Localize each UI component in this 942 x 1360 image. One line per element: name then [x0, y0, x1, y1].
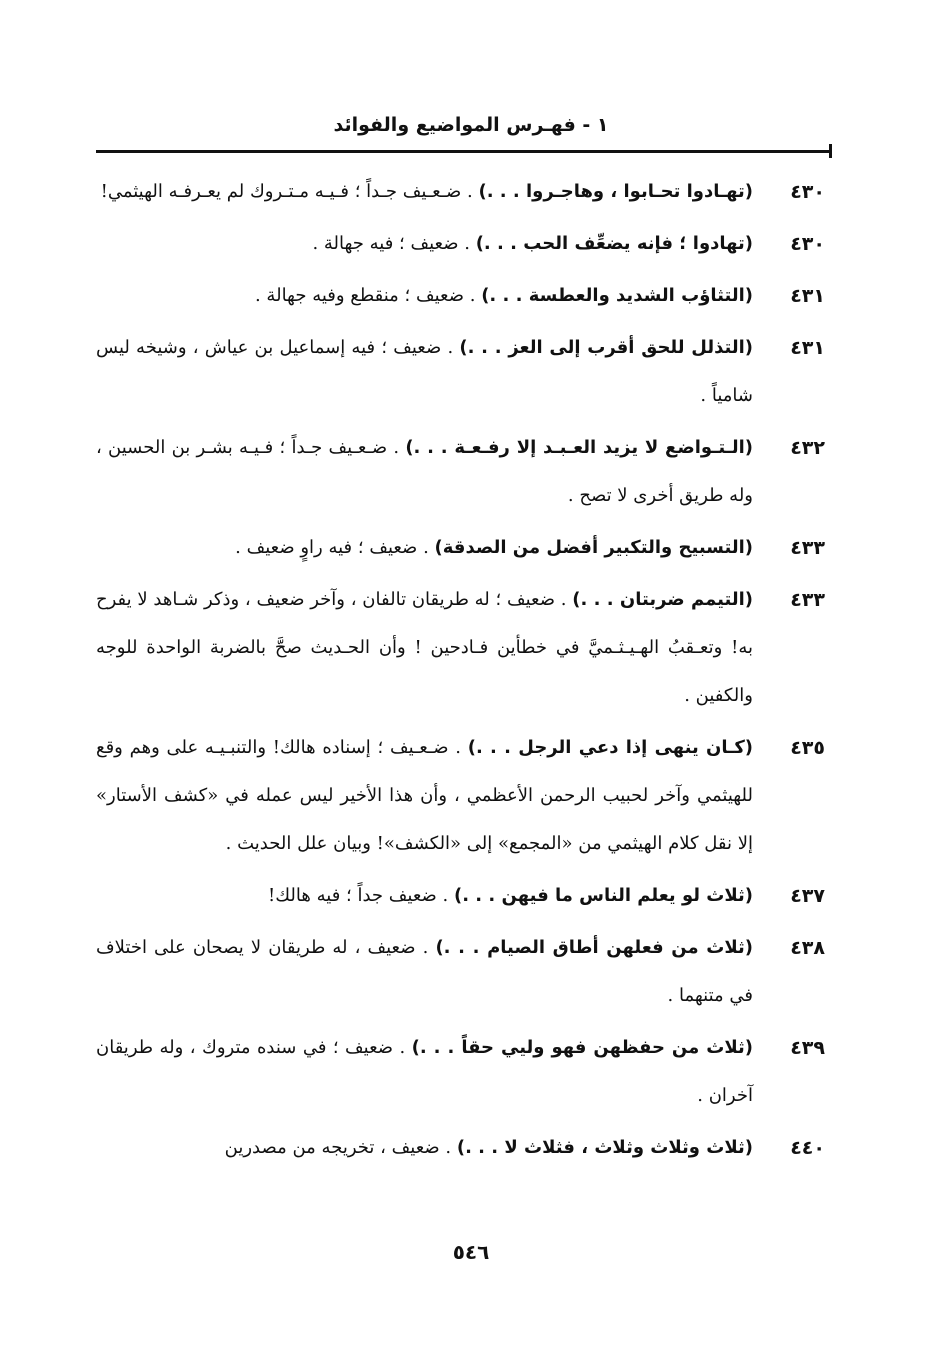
- index-entry: [96, 324, 831, 420]
- entry-hadith: (كـان ينهى إذا دعي الرجل . . .): [467, 737, 754, 758]
- entry-grading: . ضعيف ؛ منقطع وفيه جهالة .: [254, 285, 482, 306]
- entry-text: [96, 524, 753, 572]
- entry-text: [96, 168, 753, 216]
- entry-text: [96, 1124, 753, 1172]
- entry-page-number: ٤٣١: [790, 285, 825, 307]
- entry-hadith: (ثلاث وثلاث وثلاث ، فثلاث لا . . .): [456, 1137, 753, 1158]
- running-header: ١ - فهـرس المواضيع والفوائد: [333, 114, 609, 136]
- entry-grading: . ضـعـيف جـداً ؛ فـيـه مـتـروك لم يعـرفـه الهيثمي!: [100, 181, 479, 202]
- entry-grading: . ضعيف جداً ؛ فيه هالك!: [268, 885, 454, 906]
- header-rule: [96, 150, 831, 153]
- entry-text: [96, 424, 753, 520]
- entry-grading: . ضعيف ؛ فيه جهالة .: [312, 233, 476, 254]
- entry-hadith: (ثلاث لو يعلم الناس ما فيهن . . .): [453, 885, 753, 906]
- entry-text: [96, 724, 753, 868]
- entry-page-number: ٤٣٠: [790, 233, 825, 255]
- entry-hadith: (التسبيح والتكبير أفضل من الصدقة): [434, 537, 753, 558]
- entry-grading: . ضعيف ؛ له طريقان تالفان ، وآخر ضعيف ، وذكر شـاهد لا يفرح به! وتعـقبُ الهـيـثـميَّ في خطأين فـادحين ! وأن الحـديث صحَّ بالضربة الواحدة للوجه والكفين .: [96, 589, 753, 706]
- index-entry: [96, 424, 831, 520]
- index-entry: [96, 872, 831, 920]
- index-entry: [96, 272, 831, 320]
- entry-hadith: (الـتـواضع لا يزيد العـبـد إلا رفـعـة . . .): [405, 437, 753, 458]
- entry-page-number: ٤٣١: [790, 337, 825, 359]
- index-entry: [96, 576, 831, 720]
- entry-hadith: (ثلاث من حفظهن فهو وليي حقاً . . .): [411, 1037, 753, 1058]
- entry-hadith: (التثاؤب الشديد والعطسة . . .): [481, 285, 753, 306]
- entry-grading: . ضعيف ، تخريجه من مصدرين: [224, 1137, 457, 1158]
- entry-page-number: ٤٣٠: [790, 181, 825, 203]
- index-entries: [96, 168, 831, 1176]
- index-entry: [96, 168, 831, 216]
- entry-hadith: (التيمم ضربتان . . .): [572, 589, 753, 610]
- page-number: ٥٤٦: [452, 1240, 490, 1264]
- entry-text: [96, 324, 753, 420]
- entry-text: [96, 1024, 753, 1120]
- entry-grading: . ضعيف ؛ في سنده متروك ، وله طريقان آخران .: [96, 1037, 753, 1106]
- entry-text: [96, 576, 753, 720]
- entry-grading: . ضعيف ، له طريقان لا يصحان على اختلاف في متنهما .: [96, 937, 753, 1006]
- entry-hadith: (تهادوا ؛ فإنه يضعِّف الحب . . .): [475, 233, 753, 254]
- entry-text: [96, 220, 753, 268]
- entry-hadith: (التذلل للحق أقرب إلى العز . . .): [459, 337, 753, 358]
- index-entry: [96, 220, 831, 268]
- entry-hadith: (تهـادوا تحـابوا ، وهاجـروا . . .): [478, 181, 753, 202]
- entry-text: [96, 924, 753, 1020]
- entry-grading: . ضعيف ؛ فيه راوٍ ضعيف .: [235, 537, 435, 558]
- index-entry: [96, 1124, 831, 1172]
- entry-text: [96, 272, 753, 320]
- entry-grading: . ضعيف ؛ فيه إسماعيل بن عياش ، وشيخه ليس شامياً .: [96, 337, 753, 406]
- entry-grading: . ضـعـيف ؛ إسناده هالك! والتنبـيـه على وهم وقع للهيثمي وآخر لحبيب الرحمن الأعظمي ، وأن هذا الأخير ليس عمله في «كشف الأستار» إلا نقل كلام الهيثمي من «المجمع» إلى «الكشف»! وبيان علل الحديث .: [96, 737, 753, 854]
- index-entry: [96, 924, 831, 1020]
- entry-grading: . ضـعـيف جـداً ؛ فـيـه بشـر بن الحسين ، وله طريق أخرى لا تصح .: [96, 437, 753, 506]
- entry-page-number: ٤٣٨: [790, 937, 825, 959]
- entry-hadith: (ثلاث من فعلهن أطاق الصيام . . .): [435, 937, 753, 958]
- index-entry: [96, 524, 831, 572]
- entry-page-number: ٤٣٥: [790, 737, 825, 759]
- entry-text: [96, 872, 753, 920]
- header-rule-tick: [829, 144, 832, 158]
- entry-page-number: ٤٣٩: [790, 1037, 825, 1059]
- entry-page-number: ٤٣٧: [790, 885, 825, 907]
- index-entry: [96, 1024, 831, 1120]
- entry-page-number: ٤٣٢: [790, 437, 825, 459]
- entry-page-number: ٤٣٣: [790, 537, 825, 559]
- entry-page-number: ٤٤٠: [790, 1137, 825, 1159]
- index-entry: [96, 724, 831, 868]
- entry-page-number: ٤٣٣: [790, 589, 825, 611]
